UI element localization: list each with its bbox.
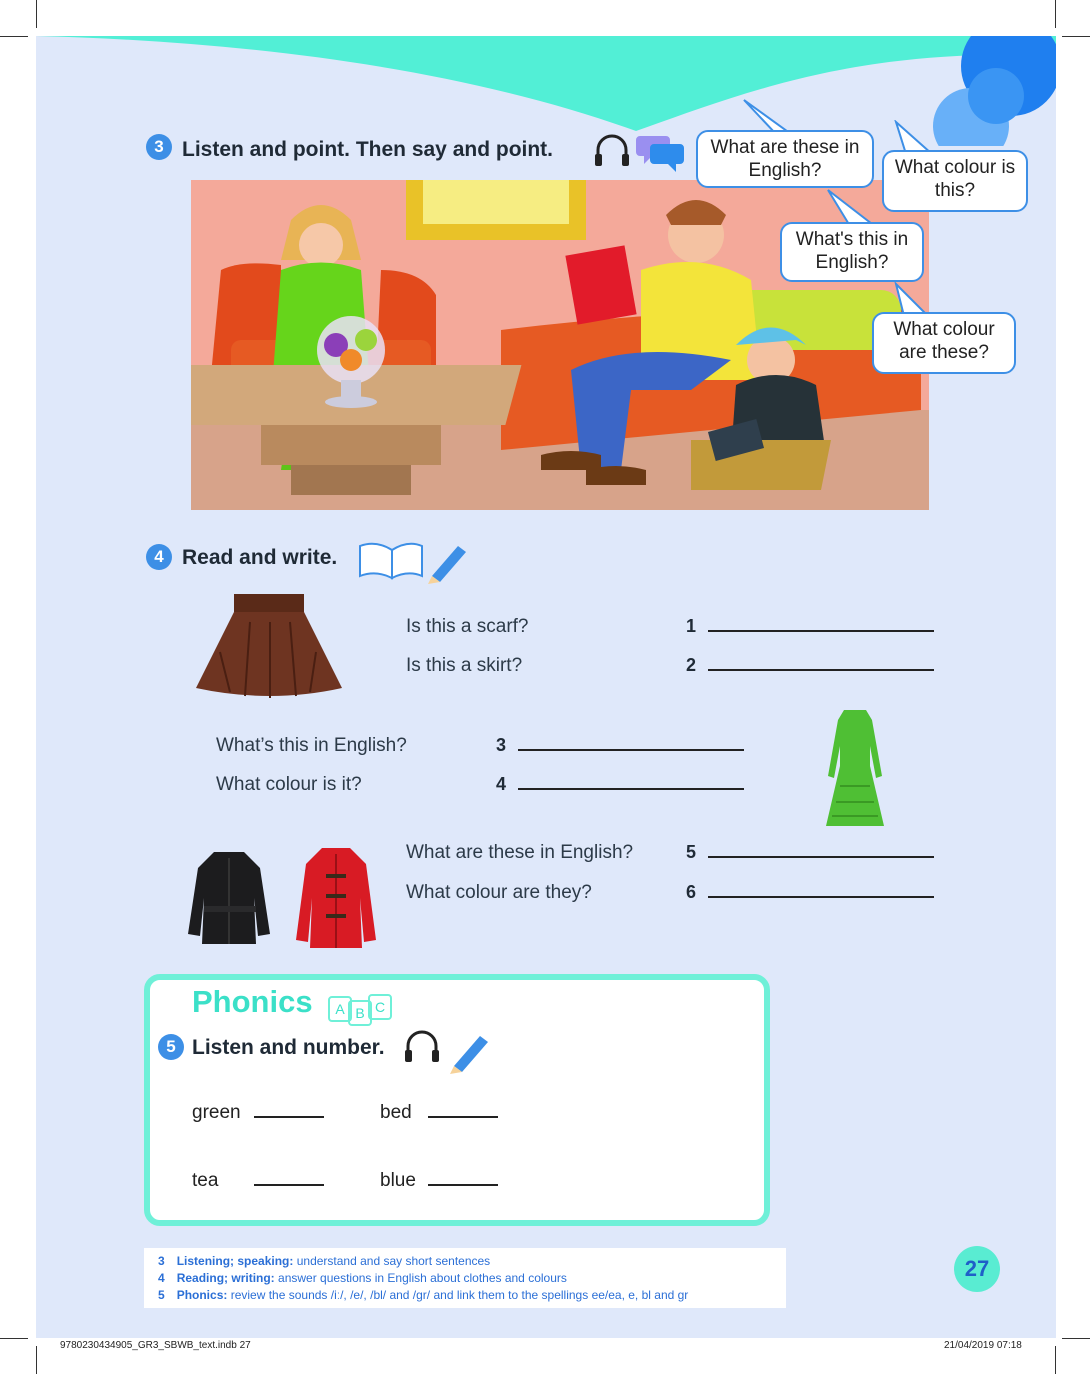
objective-row-5: 5 Phonics: review the sounds /iː/, /e/, /bl/ and /gr/ and link them to the spellings ee/ea, e, bl and gr (158, 1288, 689, 1302)
answer-number-4: 4 (496, 774, 507, 794)
crop-mark (0, 36, 28, 37)
question-5: What are these in English? (406, 842, 634, 863)
answer-number-2: 2 (686, 655, 697, 675)
phonics-line-green[interactable] (254, 1116, 324, 1118)
crop-mark (0, 1338, 28, 1339)
speech-bubble-what-are-these: What are these in English? (696, 130, 874, 188)
exercise-3-instruction: Listen and point. Then say and point. (182, 138, 554, 161)
crop-mark (1055, 0, 1056, 28)
question-3: What’s this in English? (216, 735, 407, 756)
question-4: What colour is it? (216, 774, 362, 795)
speech-bubble-whats-this: What's this in English? (780, 222, 924, 282)
speech-bubble-what-colour-is-this: What colour is this? (882, 150, 1028, 212)
abc-blocks-icon: A B C (328, 992, 392, 1022)
crop-mark (36, 1346, 37, 1374)
crop-mark (1055, 1346, 1056, 1374)
phonics-line-blue[interactable] (428, 1184, 498, 1186)
crop-mark (36, 0, 37, 28)
question-2: Is this a skirt? (406, 655, 523, 676)
phonics-line-tea[interactable] (254, 1184, 324, 1186)
open-book-icon (356, 536, 426, 582)
headphones-icon (592, 130, 632, 170)
speech-bubbles-icon (636, 132, 686, 174)
phonics-line-bed[interactable] (428, 1116, 498, 1118)
speech-bubble-what-colour-are-these: What colour are these? (872, 312, 1016, 374)
answer-line-2[interactable] (708, 669, 934, 671)
answer-line-5[interactable] (708, 856, 934, 858)
phonics-title: Phonics (192, 984, 313, 1019)
question-6: What colour are they? (406, 882, 592, 903)
objective-row-3: 3 Listening; speaking: understand and say short sentences (158, 1254, 491, 1268)
answer-number-6: 6 (686, 882, 697, 902)
print-slug: 9780230434905_GR3_SBWB_text.indb 27 (60, 1340, 251, 1351)
page-number: 27 (954, 1246, 1000, 1292)
answer-line-3[interactable] (518, 749, 744, 751)
crop-mark (1062, 36, 1090, 37)
exercise-4-instruction: Read and write. (182, 546, 338, 569)
phonics-word-green: green (192, 1102, 241, 1123)
crop-mark (1062, 1338, 1090, 1339)
answer-number-1: 1 (686, 616, 697, 636)
phonics-word-bed: bed (380, 1102, 412, 1123)
pencil-icon (424, 538, 470, 584)
print-date: 21/04/2019 07:18 (944, 1340, 1022, 1351)
answer-number-5: 5 (686, 842, 697, 862)
exercise-5-badge: 5 (158, 1034, 184, 1060)
answer-line-1[interactable] (708, 630, 934, 632)
phonics-word-tea: tea (192, 1170, 219, 1191)
objective-row-4: 4 Reading; writing: answer questions in English about clothes and colours (158, 1271, 567, 1285)
brown-skirt-image (190, 592, 350, 702)
phonics-word-blue: blue (380, 1170, 416, 1191)
answer-line-6[interactable] (708, 896, 934, 898)
red-coat-image (292, 844, 380, 952)
exercise-4-badge: 4 (146, 544, 172, 570)
green-dress-image (820, 706, 890, 830)
black-coat-image (184, 848, 274, 948)
exercise-5-instruction: Listen and number. (192, 1036, 385, 1059)
answer-line-4[interactable] (518, 788, 744, 790)
answer-number-3: 3 (496, 735, 507, 755)
question-1: Is this a scarf? (406, 616, 529, 637)
headphones-icon (402, 1026, 442, 1066)
pencil-icon (446, 1028, 492, 1074)
exercise-3-badge: 3 (146, 134, 172, 160)
workbook-page (36, 36, 1056, 1338)
